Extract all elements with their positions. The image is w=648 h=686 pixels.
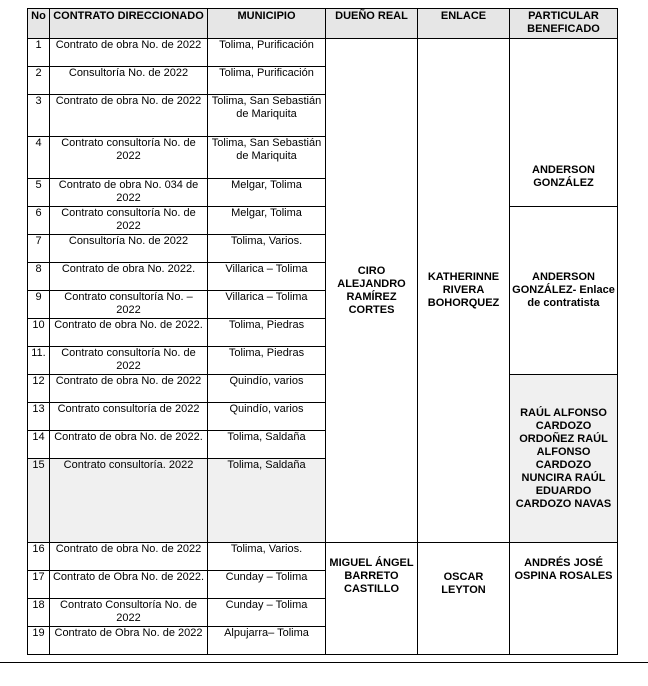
row-municipio: Tolima, Saldaña (208, 431, 326, 459)
row-municipio: Tolima, Varios. (208, 235, 326, 263)
row-municipio: Tolima, San Sebastián de Mariquita (208, 95, 326, 137)
row-municipio: Tolima, Piedras (208, 319, 326, 347)
row-contrato: Contrato de obra No. de 2022 (50, 95, 208, 137)
row-municipio: Tolima, Piedras (208, 347, 326, 375)
row-contrato: Contrato consultoría. 2022 (50, 459, 208, 543)
row-municipio: Melgar, Tolima (208, 207, 326, 235)
row-no: 14 (28, 431, 50, 459)
row-contrato: Contrato de obra No. de 2022 (50, 543, 208, 571)
row-municipio: Tolima, San Sebastián de Mariquita (208, 137, 326, 179)
row-municipio: Cunday – Tolima (208, 599, 326, 627)
row-no: 18 (28, 599, 50, 627)
header-no: No (28, 9, 50, 39)
table-row (28, 543, 618, 571)
row-no: 16 (28, 543, 50, 571)
row-municipio: Villarica – Tolima (208, 291, 326, 319)
row-municipio: Tolima, Varios. (208, 543, 326, 571)
table-row (28, 207, 618, 235)
row-municipio: Cunday – Tolima (208, 571, 326, 599)
row-no: 6 (28, 207, 50, 235)
particular-cell-b: ANDERSON GONZÁLEZ- Enlace de contratista (510, 207, 618, 375)
row-contrato: Consultoría No. de 2022 (50, 235, 208, 263)
row-contrato: Contrato de obra No. 2022. (50, 263, 208, 291)
table-row (28, 39, 618, 67)
page-bottom-rule (0, 662, 648, 663)
row-municipio: Quindío, varios (208, 375, 326, 403)
row-contrato: Contrato Consultoría No. de 2022 (50, 599, 208, 627)
row-no: 4 (28, 137, 50, 179)
row-contrato: Contrato de obra No. de 2022. (50, 319, 208, 347)
header-municipio: MUNICIPIO (208, 9, 326, 39)
row-municipio: Melgar, Tolima (208, 179, 326, 207)
enlace-cell-1: KATHERINNE RIVERA BOHORQUEZ (418, 39, 510, 543)
row-no: 15 (28, 459, 50, 543)
particular-cell-d: ANDRÉS JOSÉ OSPINA ROSALES (510, 543, 618, 655)
row-municipio: Tolima, Purificación (208, 39, 326, 67)
row-no: 13 (28, 403, 50, 431)
row-contrato: Consultoría No. de 2022 (50, 67, 208, 95)
header-dueno: DUEÑO REAL (326, 9, 418, 39)
row-no: 3 (28, 95, 50, 137)
row-contrato: Contrato de obra No. de 2022 (50, 39, 208, 67)
row-no: 9 (28, 291, 50, 319)
dueno-cell-2: MIGUEL ÁNGEL BARRETO CASTILLO (326, 543, 418, 655)
header-particular: PARTICULAR BENEFICADO (510, 9, 618, 39)
header-contrato: CONTRATO DIRECCIONADO (50, 9, 208, 39)
row-municipio: Tolima, Saldaña (208, 459, 326, 543)
particular-cell-a: ANDERSON GONZÁLEZ (510, 39, 618, 207)
dueno-cell-1: CIRO ALEJANDRO RAMÍREZ CORTES (326, 39, 418, 543)
row-no: 8 (28, 263, 50, 291)
header-row (28, 9, 618, 39)
row-no: 17 (28, 571, 50, 599)
row-contrato: Contrato consultoría de 2022 (50, 403, 208, 431)
particular-cell-c: RAÚL ALFONSO CARDOZO ORDOÑEZ RAÚL ALFONSO CARDOZO NUNCIRA RAÚL EDUARDO CARDOZO NAVAS (510, 375, 618, 543)
row-contrato: Contrato de Obra No. de 2022. (50, 571, 208, 599)
table-row (28, 375, 618, 403)
row-no: 19 (28, 627, 50, 655)
row-contrato: Contrato de Obra No. de 2022 (50, 627, 208, 655)
row-contrato: Contrato de obra No. de 2022. (50, 431, 208, 459)
row-no: 7 (28, 235, 50, 263)
contracts-table (27, 8, 618, 655)
row-municipio: Tolima, Purificación (208, 67, 326, 95)
row-contrato: Contrato consultoría No. de 2022 (50, 137, 208, 179)
row-contrato: Contrato de obra No. 034 de 2022 (50, 179, 208, 207)
row-no: 11. (28, 347, 50, 375)
row-no: 10 (28, 319, 50, 347)
header-enlace: ENLACE (418, 9, 510, 39)
row-no: 12 (28, 375, 50, 403)
row-municipio: Quindío, varios (208, 403, 326, 431)
row-no: 1 (28, 39, 50, 67)
row-contrato: Contrato consultoría No. de 2022 (50, 347, 208, 375)
row-no: 2 (28, 67, 50, 95)
row-municipio: Villarica – Tolima (208, 263, 326, 291)
enlace-cell-2: OSCAR LEYTON (418, 543, 510, 655)
row-contrato: Contrato de obra No. de 2022 (50, 375, 208, 403)
row-contrato: Contrato consultoría No. de 2022 (50, 207, 208, 235)
row-no: 5 (28, 179, 50, 207)
row-contrato: Contrato consultoría No. – 2022 (50, 291, 208, 319)
row-municipio: Alpujarra– Tolima (208, 627, 326, 655)
